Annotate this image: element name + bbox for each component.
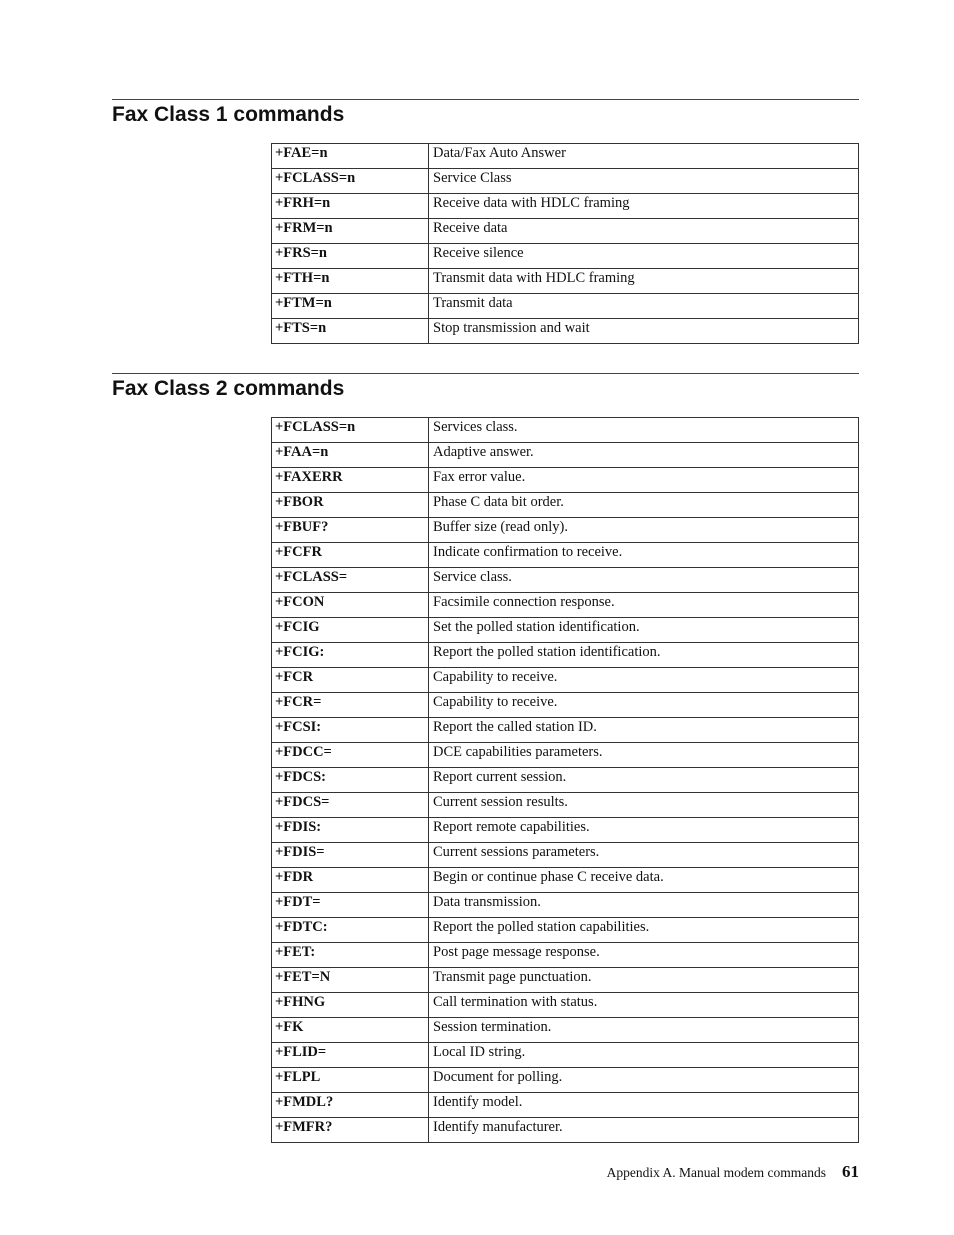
table-row [272, 244, 859, 269]
description-cell: Report the polled station identification. [429, 643, 859, 668]
command-cell: +FCR [272, 668, 429, 693]
table-row [272, 718, 859, 743]
command-cell: +FET=N [272, 968, 429, 993]
description-cell: Facsimile connection response. [429, 593, 859, 618]
fax-class-2-table [271, 417, 859, 1143]
table-row [272, 668, 859, 693]
description-cell: Document for polling. [429, 1068, 859, 1093]
command-cell: +FMFR? [272, 1118, 429, 1143]
table-row [272, 1118, 859, 1143]
table-row [272, 943, 859, 968]
table-row [272, 843, 859, 868]
table-row [272, 768, 859, 793]
command-cell: +FCSI: [272, 718, 429, 743]
section-fax-class-1 [112, 99, 859, 128]
table-body [272, 144, 859, 344]
command-cell: +FK [272, 1018, 429, 1043]
table-row [272, 968, 859, 993]
table-row [272, 818, 859, 843]
description-cell: Report the polled station capabilities. [429, 918, 859, 943]
table-row [272, 294, 859, 319]
description-cell: Current sessions parameters. [429, 843, 859, 868]
section-divider [112, 99, 859, 100]
description-cell: Phase C data bit order. [429, 493, 859, 518]
command-cell: +FCIG [272, 618, 429, 643]
table-row [272, 793, 859, 818]
command-cell: +FCLASS= [272, 568, 429, 593]
command-cell: +FCR= [272, 693, 429, 718]
table-row [272, 194, 859, 219]
description-cell: Data/Fax Auto Answer [429, 144, 859, 169]
description-cell: Fax error value. [429, 468, 859, 493]
command-cell: +FTS=n [272, 319, 429, 344]
command-cell: +FCON [272, 593, 429, 618]
description-cell: Buffer size (read only). [429, 518, 859, 543]
command-cell: +FRM=n [272, 219, 429, 244]
table-row [272, 518, 859, 543]
description-cell: Identify manufacturer. [429, 1118, 859, 1143]
description-cell: Report remote capabilities. [429, 818, 859, 843]
table-row [272, 918, 859, 943]
command-cell: +FET: [272, 943, 429, 968]
command-cell: +FCIG: [272, 643, 429, 668]
running-title: Appendix A. Manual modem commands [606, 1165, 826, 1180]
table-row [272, 468, 859, 493]
table-row [272, 893, 859, 918]
command-cell: +FLPL [272, 1068, 429, 1093]
command-cell: +FAE=n [272, 144, 429, 169]
section-title: Fax Class 1 commands [112, 103, 345, 126]
table-row [272, 1018, 859, 1043]
table-row [272, 493, 859, 518]
description-cell: Current session results. [429, 793, 859, 818]
description-cell: Receive data [429, 219, 859, 244]
command-cell: +FTH=n [272, 269, 429, 294]
table-row [272, 743, 859, 768]
command-cell: +FDT= [272, 893, 429, 918]
command-cell: +FDTC: [272, 918, 429, 943]
description-cell: Transmit data [429, 294, 859, 319]
description-cell: Stop transmission and wait [429, 319, 859, 344]
command-cell: +FLID= [272, 1043, 429, 1068]
table-row [272, 443, 859, 468]
command-cell: +FRH=n [272, 194, 429, 219]
command-cell: +FAA=n [272, 443, 429, 468]
table-row [272, 219, 859, 244]
command-cell: +FCLASS=n [272, 169, 429, 194]
table-row [272, 543, 859, 568]
description-cell: Data transmission. [429, 893, 859, 918]
description-cell: Receive data with HDLC framing [429, 194, 859, 219]
description-cell: Post page message response. [429, 943, 859, 968]
description-cell: Transmit data with HDLC framing [429, 269, 859, 294]
table-row [272, 618, 859, 643]
command-cell: +FCLASS=n [272, 418, 429, 443]
page-number: 61 [842, 1162, 859, 1181]
command-cell: +FTM=n [272, 294, 429, 319]
description-cell: Local ID string. [429, 1043, 859, 1068]
table-row [272, 1043, 859, 1068]
command-cell: +FDIS= [272, 843, 429, 868]
table-row [272, 169, 859, 194]
command-cell: +FRS=n [272, 244, 429, 269]
command-cell: +FDCS: [272, 768, 429, 793]
command-cell: +FHNG [272, 993, 429, 1018]
table-body [272, 418, 859, 1143]
command-cell: +FMDL? [272, 1093, 429, 1118]
description-cell: DCE capabilities parameters. [429, 743, 859, 768]
section-fax-class-2 [112, 373, 859, 402]
table-row [272, 593, 859, 618]
command-cell: +FDR [272, 868, 429, 893]
table-row [272, 568, 859, 593]
command-cell: +FAXERR [272, 468, 429, 493]
table-row [272, 418, 859, 443]
table-row [272, 269, 859, 294]
command-cell: +FDCS= [272, 793, 429, 818]
description-cell: Identify model. [429, 1093, 859, 1118]
description-cell: Report current session. [429, 768, 859, 793]
description-cell: Service class. [429, 568, 859, 593]
description-cell: Set the polled station identification. [429, 618, 859, 643]
table-row [272, 1068, 859, 1093]
table-row [272, 1093, 859, 1118]
description-cell: Receive silence [429, 244, 859, 269]
description-cell: Begin or continue phase C receive data. [429, 868, 859, 893]
command-cell: +FBUF? [272, 518, 429, 543]
description-cell: Adaptive answer. [429, 443, 859, 468]
section-title: Fax Class 2 commands [112, 377, 345, 400]
section-divider [112, 373, 859, 374]
command-cell: +FDIS: [272, 818, 429, 843]
description-cell: Services class. [429, 418, 859, 443]
description-cell: Report the called station ID. [429, 718, 859, 743]
description-cell: Call termination with status. [429, 993, 859, 1018]
description-cell: Transmit page punctuation. [429, 968, 859, 993]
table-row [272, 868, 859, 893]
table-row [272, 693, 859, 718]
command-cell: +FBOR [272, 493, 429, 518]
description-cell: Capability to receive. [429, 693, 859, 718]
description-cell: Service Class [429, 169, 859, 194]
description-cell: Capability to receive. [429, 668, 859, 693]
table-row [272, 144, 859, 169]
command-cell: +FDCC= [272, 743, 429, 768]
table-row [272, 993, 859, 1018]
description-cell: Indicate confirmation to receive. [429, 543, 859, 568]
fax-class-1-table [271, 143, 859, 344]
command-cell: +FCFR [272, 543, 429, 568]
table-row [272, 643, 859, 668]
description-cell: Session termination. [429, 1018, 859, 1043]
page-footer [607, 1160, 859, 1185]
table-row [272, 319, 859, 344]
